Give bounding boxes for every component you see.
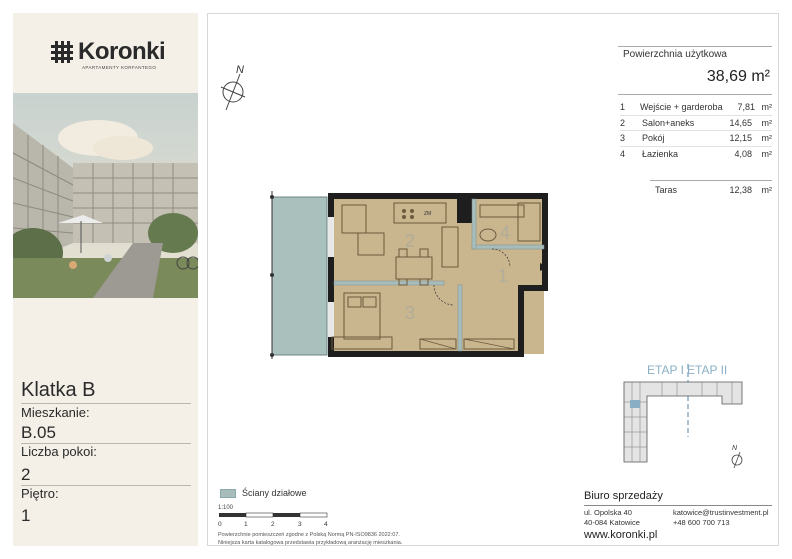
svg-text:0: 0 <box>218 521 222 528</box>
zm-label: ZM <box>424 211 432 217</box>
svg-text:1: 1 <box>244 521 248 528</box>
stairwell-title: Klatka B <box>21 379 96 401</box>
sales-street: ul. Opolska 40 <box>584 508 632 517</box>
terrace-area: 12,38 <box>729 185 752 195</box>
room-label-1: 1 <box>498 266 509 286</box>
north-arrow-icon <box>218 62 258 112</box>
room-label-4: 4 <box>500 223 511 243</box>
stage-2-label: ETAP II <box>687 363 728 377</box>
sales-city: 40-084 Katowice <box>584 518 640 527</box>
floor-value: 1 <box>21 506 31 525</box>
svg-text:N: N <box>732 445 738 452</box>
site-plan <box>612 362 782 472</box>
wall-legend <box>220 488 307 498</box>
total-area: 38,69 m² <box>706 68 770 85</box>
room-area-table <box>620 100 772 162</box>
terrace-name: Taras <box>655 185 678 195</box>
svg-text:N: N <box>236 64 244 76</box>
brand-tagline: APARTAMENTY KORFANTEGO <box>82 65 157 70</box>
terrace-row <box>650 180 772 195</box>
room-row: 1 Wejście + garderoba 7,81 m² <box>620 100 772 116</box>
scale-label: 1:100 <box>218 505 234 511</box>
floor-label: Piętro: <box>21 486 59 501</box>
svg-text:4: 4 <box>324 521 328 528</box>
rooms-label: Liczba pokoi: <box>21 444 97 459</box>
koronki-logo <box>51 38 165 66</box>
website-link[interactable]: www.koronki.pl <box>584 529 658 541</box>
apartment-label: Mieszkanie: <box>21 405 90 420</box>
terrace-unit: m² <box>761 185 772 195</box>
sales-email-link[interactable]: katowice@trustinvestment.pl <box>673 508 769 517</box>
partition-swatch <box>220 489 236 498</box>
scale-bar <box>218 512 338 530</box>
legend-label: Ściany działowe <box>242 488 307 498</box>
logo-grid-icon <box>51 41 73 63</box>
floor-plan <box>262 187 552 362</box>
brand-panel <box>13 13 198 546</box>
stage-1-label: ETAP I <box>647 363 684 377</box>
disclaimer-note: Powierzchnie pomieszczeń zgodne z Polską Normą PN-ISO9836 2022:07. Niniejsza karta katalogowa przedstawia przykładową aranżację mieszkania. <box>218 532 403 546</box>
usable-area-title: Powierzchnia użytkowa <box>623 49 727 60</box>
apartment-value: B.05 <box>21 423 56 442</box>
sales-office-title: Biuro sprzedaży <box>584 490 663 502</box>
room-label-3: 3 <box>405 303 416 323</box>
room-row: 3 Pokój 12,15 m² <box>620 131 772 147</box>
sales-phone-link[interactable]: +48 600 700 713 <box>673 518 730 527</box>
svg-text:2: 2 <box>271 521 275 528</box>
svg-text:3: 3 <box>298 521 302 528</box>
room-row: 2 Salon+aneks 14,65 m² <box>620 116 772 132</box>
room-row: 4 Łazienka 4,08 m² <box>620 149 772 160</box>
building-render-image <box>13 93 198 298</box>
room-label-2: 2 <box>405 231 416 251</box>
brand-name: Koronki <box>78 38 166 65</box>
rooms-value: 2 <box>21 465 31 484</box>
